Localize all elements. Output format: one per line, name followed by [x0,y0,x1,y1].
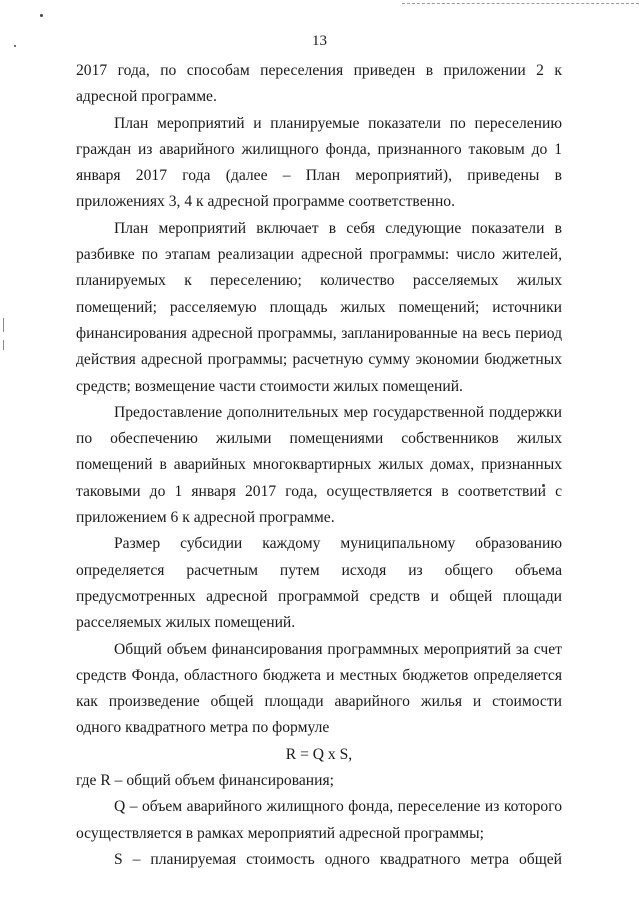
body-text [76,58,562,873]
scan-margin-mark [3,340,4,350]
scan-margin-mark [3,318,4,332]
paragraph-support-measures: Предоставление дополнительных мер государственной поддержки по обеспечению жилыми помещениями собственников жилых помещений в аварийных многоквартирных жилых домах, признанных таковыми до 1 января 2017 года, осуществляется в соответствии с приложением 6 к адресной программе. [76,403,562,527]
definition-s: S – планируемая стоимость одного квадратного метра общей [114,850,562,868]
scan-speck [40,14,43,17]
paragraph-continuation: 2017 года, по способам переселения приведен в приложении 2 к адресной программе. [76,62,562,106]
paragraph-subsidy-size: Размер субсидии каждому муниципальному образованию определяется расчетным путем исходя из общего объема предусмотренных адресной программой средств и общей площади расселяемых жилых помещений. [76,535,562,632]
paragraph-plan-indicators: План мероприятий включает в себя следующие показатели в разбивке по этапам реализации адресной программы: число жителей, планируемых к переселению; количество расселяемых жилых помещений; расселяемую площадь жилых помещений; источники финансирования адресной программы, запланированные на весь период действия адресной программы; расчетную сумму экономии бюджетных средств; возмещение части стоимости жилых помещений. [76,219,562,395]
scan-top-rule [402,3,639,5]
definition-r: где R – общий объем финансирования; [76,772,334,790]
page-number: 13 [312,33,327,49]
paragraph-plan-intro: План мероприятий и планируемые показатели по переселению граждан из аварийного жилищного фонда, признанного таковым до 1 января 2017 года (далее – План мероприятий), приведены в приложениях 3, 4 к адресной программе соответственно. [76,114,562,211]
definition-q: Q – объем аварийного жилищного фонда, переселение из которого осуществляется в рамках мероприятий адресной программы; [76,798,562,842]
formula: R = Q x S, [285,745,353,763]
paragraph-total-funding: Общий объем финансирования программных мероприятий за счет средств Фонда, областного бюджета и местных бюджетов определяется как произведение общей площади аварийного жилья и стоимости одного квадратного метра по формуле [76,640,562,737]
